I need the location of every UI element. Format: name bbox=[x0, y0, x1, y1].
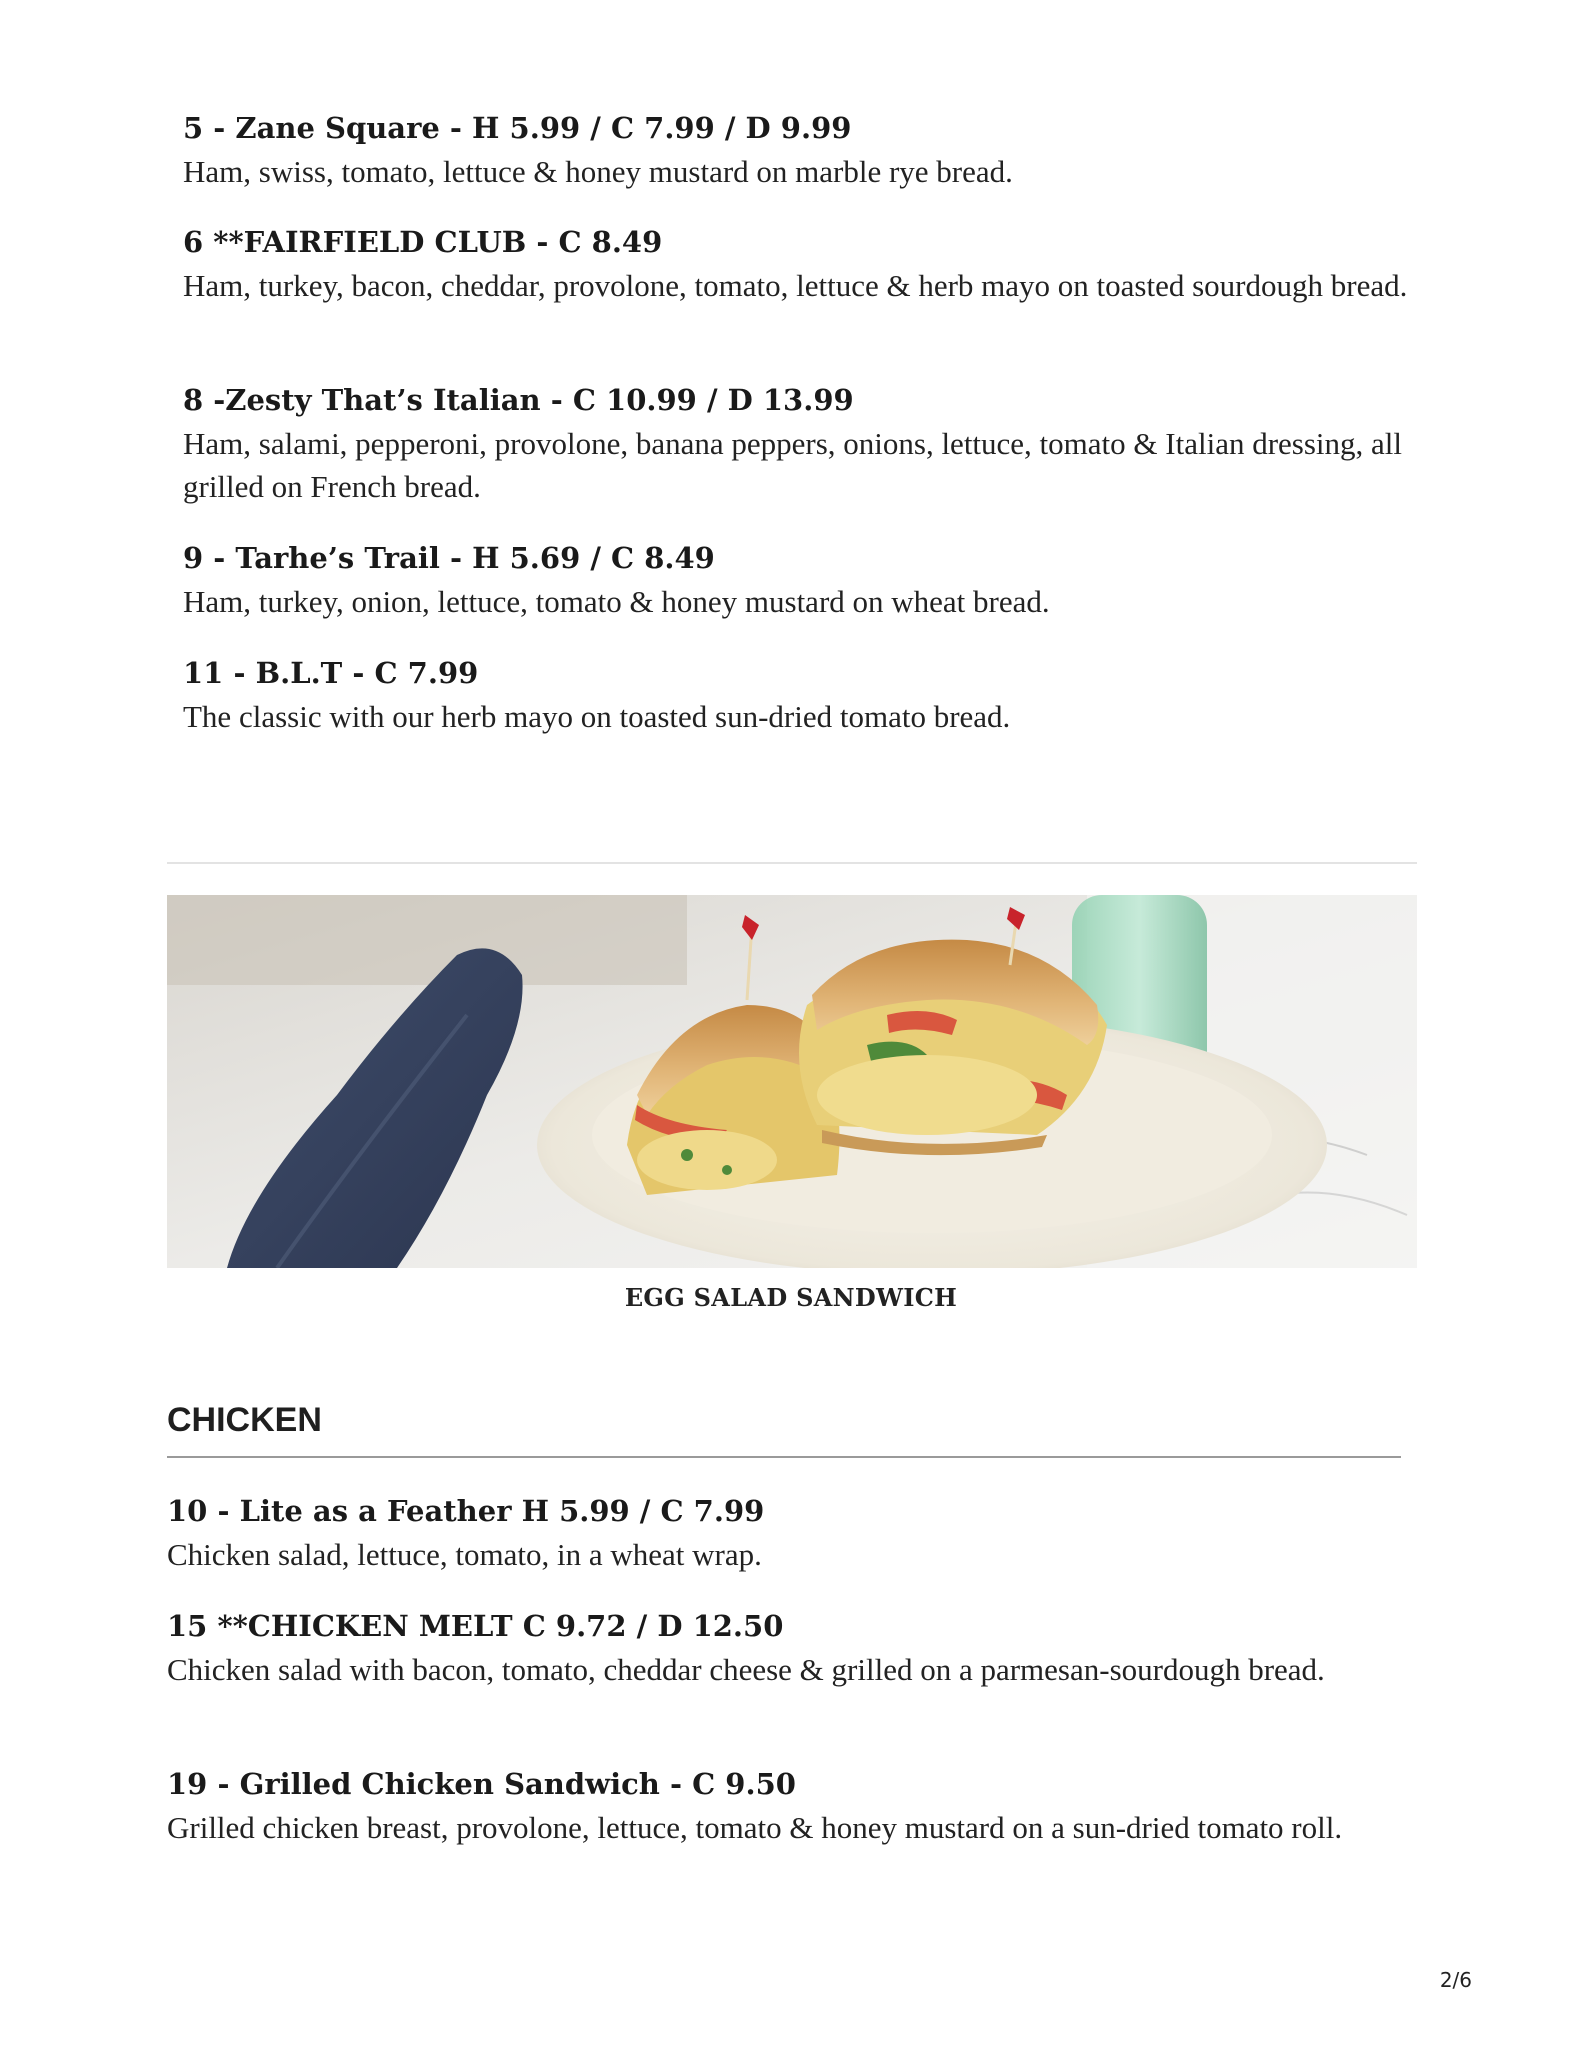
section-divider bbox=[167, 862, 1417, 864]
menu-item-chicken-melt bbox=[167, 1606, 1397, 1691]
menu-item-tarhes-trail bbox=[183, 538, 1413, 623]
menu-item-lite-as-a-feather bbox=[167, 1491, 1397, 1576]
menu-item-title: 9 - Tarhe’s Trail - H 5.69 / C 8.49 bbox=[183, 541, 715, 575]
menu-item-description: The classic with our herb mayo on toasted sun-dried tomato bread. bbox=[183, 699, 1011, 734]
menu-item-description: Ham, turkey, bacon, cheddar, provolone, tomato, lettuce & herb mayo on toasted sourdough bread. bbox=[183, 268, 1408, 303]
menu-item-title: 15 **CHICKEN MELT C 9.72 / D 12.50 bbox=[167, 1609, 784, 1643]
menu-item-fairfield-club bbox=[183, 222, 1413, 307]
menu-item-description: Ham, turkey, onion, lettuce, tomato & honey mustard on wheat bread. bbox=[183, 584, 1050, 619]
menu-item-grilled-chicken-sandwich bbox=[167, 1764, 1397, 1849]
menu-item-title: 6 **FAIRFIELD CLUB - C 8.49 bbox=[183, 225, 663, 259]
menu-item-description: Ham, swiss, tomato, lettuce & honey mustard on marble rye bread. bbox=[183, 154, 1013, 189]
menu-item-description: Chicken salad, lettuce, tomato, in a wheat wrap. bbox=[167, 1537, 762, 1572]
menu-item-title: 10 - Lite as a Feather H 5.99 / C 7.99 bbox=[167, 1494, 765, 1528]
page-number: 2/6 bbox=[1439, 1968, 1472, 1992]
menu-item-description: Chicken salad with bacon, tomato, cheddar cheese & grilled on a parmesan-sourdough bread. bbox=[167, 1652, 1325, 1687]
menu-item-blt bbox=[183, 653, 1413, 738]
section-heading-chicken: CHICKEN bbox=[167, 1401, 322, 1439]
menu-item-title: 8 -Zesty That’s Italian - C 10.99 / D 13.99 bbox=[183, 383, 854, 417]
photo-caption: EGG SALAD SANDWICH bbox=[624, 1283, 958, 1312]
menu-item-title: 5 - Zane Square - H 5.99 / C 7.99 / D 9.99 bbox=[183, 111, 852, 145]
menu-item-description: Ham, salami, pepperoni, provolone, banana peppers, onions, lettuce, tomato & Italian dressing, all grilled on French bread. bbox=[183, 426, 1403, 504]
section-rule bbox=[167, 1456, 1401, 1458]
menu-item-zane-square bbox=[183, 108, 1413, 193]
menu-item-description: Grilled chicken breast, provolone, lettuce, tomato & honey mustard on a sun-dried tomato roll. bbox=[167, 1810, 1343, 1845]
menu-item-title: 11 - B.L.T - C 7.99 bbox=[183, 656, 479, 690]
egg-salad-sandwich-photo bbox=[167, 895, 1417, 1268]
menu-item-title: 19 - Grilled Chicken Sandwich - C 9.50 bbox=[167, 1767, 796, 1801]
menu-item-zesty-italian bbox=[183, 380, 1413, 508]
